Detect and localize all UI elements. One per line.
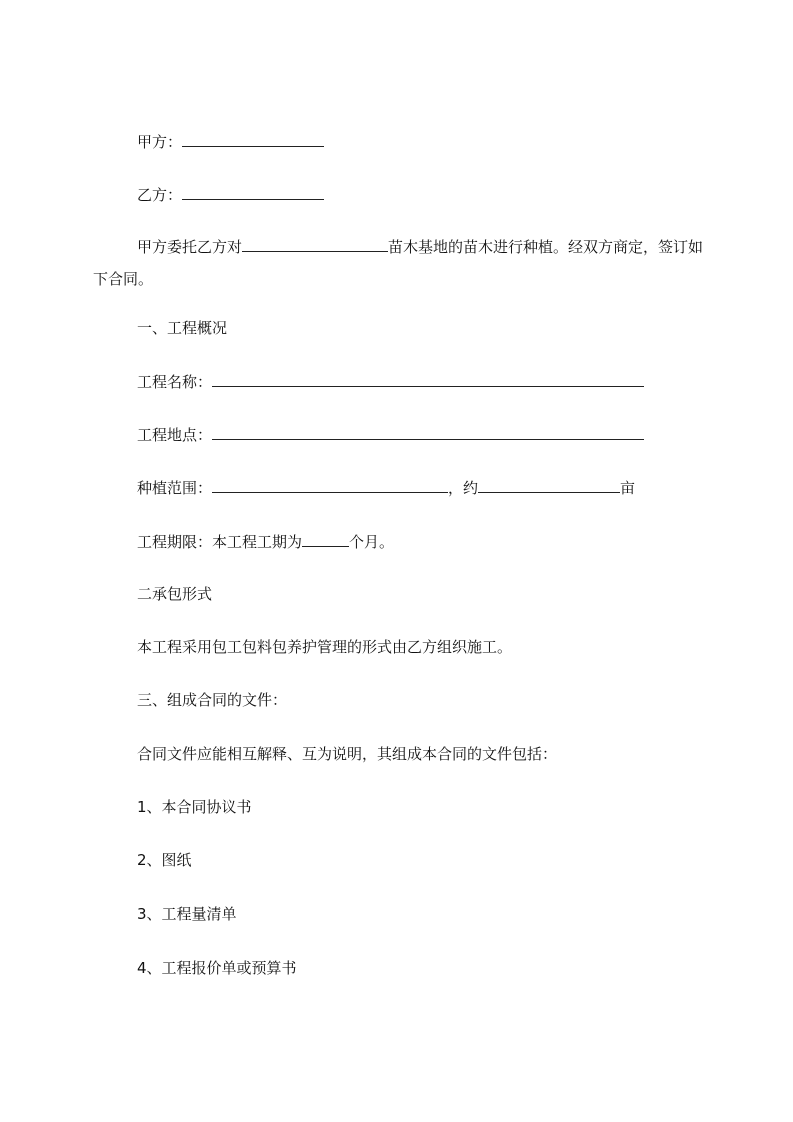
document-item: 2、图纸 xyxy=(137,851,192,869)
planting-scope-line xyxy=(137,478,635,498)
project-name-line xyxy=(137,372,644,392)
duration-line xyxy=(137,532,394,552)
project-name-label: 工程名称： xyxy=(137,373,213,391)
planting-scope-unit: 亩 xyxy=(620,479,636,497)
area-blank[interactable] xyxy=(478,478,620,493)
party-a-label: 甲方： xyxy=(137,133,183,151)
document-item: 1、本合同协议书 xyxy=(137,798,252,816)
party-b-line xyxy=(137,185,324,205)
section3-title: 三、组成合同的文件： xyxy=(137,691,288,709)
project-location-label: 工程地点： xyxy=(137,426,213,444)
document-item: 4、工程报价单或预算书 xyxy=(137,959,297,977)
section3-body: 合同文件应能相互解释、互为说明，其组成本合同的文件包括： xyxy=(137,745,558,763)
project-location-blank[interactable] xyxy=(212,425,644,440)
planting-scope-blank[interactable] xyxy=(212,478,448,493)
party-a-blank[interactable] xyxy=(182,132,324,147)
duration-blank[interactable] xyxy=(302,532,349,547)
intro-text-2: 苗木基地的苗木进行种植。经双方商定，签订如下合同。 xyxy=(93,238,704,288)
party-b-blank[interactable] xyxy=(182,185,324,200)
planting-scope-mid: ，约 xyxy=(448,479,479,497)
section2-title: 二承包形式 xyxy=(137,585,213,603)
project-location-line xyxy=(137,425,644,445)
party-b-label: 乙方： xyxy=(137,186,183,204)
section1-title: 一、工程概况 xyxy=(137,319,228,337)
intro-text-1: 甲方委托乙方对 xyxy=(137,238,243,256)
planting-scope-label: 种植范围： xyxy=(137,479,213,497)
document-item: 3、工程量清单 xyxy=(137,905,237,923)
project-name-blank[interactable] xyxy=(212,372,644,387)
duration-text-1: 工程期限：本工程工期为 xyxy=(137,533,303,551)
duration-text-2: 个月。 xyxy=(349,533,395,551)
intro-paragraph xyxy=(93,231,705,295)
section2-body: 本工程采用包工包料包养护管理的形式由乙方组织施工。 xyxy=(137,638,513,656)
party-a-line xyxy=(137,132,324,152)
base-name-blank[interactable] xyxy=(242,237,388,252)
